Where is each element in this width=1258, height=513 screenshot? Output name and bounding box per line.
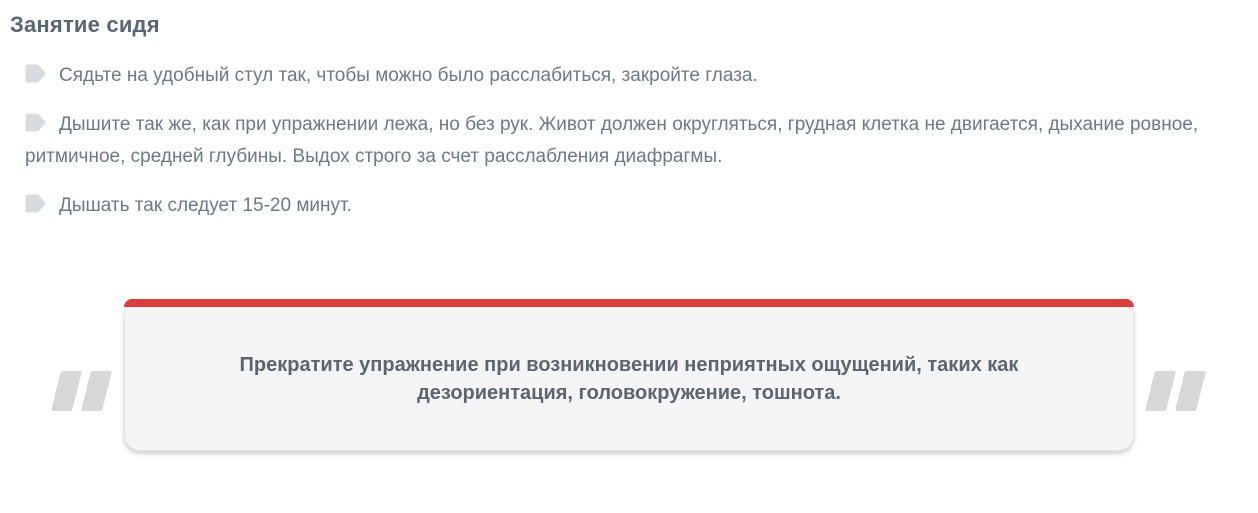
instruction-item xyxy=(25,190,1246,222)
page-title: Занятие сидя xyxy=(10,12,160,37)
bullet-tag-icon xyxy=(25,194,46,213)
bullet-tag-icon xyxy=(25,113,46,132)
bullet-tag-icon xyxy=(25,64,46,83)
instruction-text: Сядьте на удобный стул так, чтобы можно было расслабиться, закройте глаза. xyxy=(59,65,758,86)
instruction-item xyxy=(25,109,1246,173)
close-quote-icon xyxy=(1150,371,1210,416)
quote-accent-bar xyxy=(124,299,1134,307)
open-quote-icon xyxy=(56,371,116,416)
instruction-text: Дышите так же, как при упражнении лежа, но без рук. Живот должен округляться, грудная клетка не двигается, дыхание ровное, ритмичное, средней глубины. Выдох строго за счет расслабления диафрагмы. xyxy=(25,114,1199,167)
instruction-item xyxy=(25,60,1246,92)
quote-text: Прекратите упражнение при возникновении неприятных ощущений, таких как дезориентация, головокружение, тошнота. xyxy=(239,354,1019,404)
instruction-text: Дышать так следует 15-20 минут. xyxy=(59,195,352,216)
warning-quote-block xyxy=(10,299,1246,479)
quote-box xyxy=(124,299,1134,451)
